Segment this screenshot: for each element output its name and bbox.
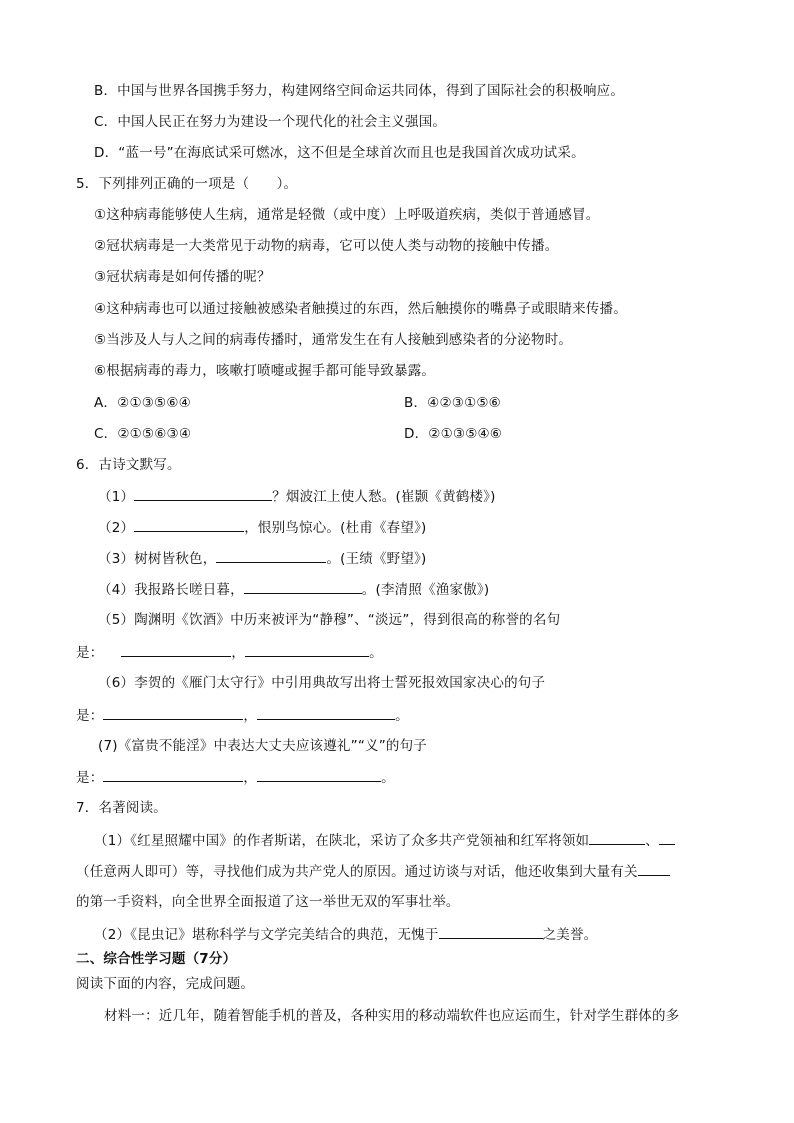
q7-part-1-text: （1）《红星照耀中国》的作者斯诺，在陕北，采访了众多共产党领袖和红军将领如 xyxy=(94,833,590,849)
q6-item-6-lead: 是： xyxy=(76,708,104,724)
q7-part-1-blank-2[interactable] xyxy=(659,830,675,845)
section-2-intro: 阅读下面的内容，完成问题。 xyxy=(76,976,255,992)
q6-item-7-prompt: (7)《富贵不能淫》中表达大丈夫应该遵礼”“义”的句子 xyxy=(98,738,428,754)
q6-item-5-answer xyxy=(76,642,383,663)
q7-part-1-line-2 xyxy=(76,861,670,882)
q6-item-7-answer xyxy=(76,767,395,788)
q6-item-4-blank[interactable] xyxy=(244,579,362,594)
q6-item-6-period: 。 xyxy=(395,708,409,724)
q7-part-1-line-3: 的第一手资料，向全世界全面报道了这一举世无双的军事壮举。 xyxy=(76,894,460,910)
q6-item-5-blank-1[interactable] xyxy=(121,642,231,657)
q6-item-5-prompt: （5）陶渊明《饮酒》中历来被评为“静穆”、“淡远”，得到很高的称誉的名句 xyxy=(98,612,561,628)
q6-item-4 xyxy=(98,579,489,600)
q5-sentence-1: ①这种病毒能够使人生病，通常是轻微（或中度）上呼吸道疾病，类似于普通感冒。 xyxy=(94,207,600,223)
q6-item-3-blank[interactable] xyxy=(216,548,326,563)
q4-option-b: B．中国与世界各国携手努力，构建网络空间命运共同体，得到了国际社会的积极响应。 xyxy=(94,83,625,99)
q6-item-1-number: （1） xyxy=(98,489,135,505)
q7-part-2-end: 之美誉。 xyxy=(542,927,598,943)
q6-item-1-blank[interactable] xyxy=(134,486,272,501)
q5-option-b[interactable]: B．④②③①⑤⑥ xyxy=(404,395,501,411)
q6-item-3 xyxy=(98,548,426,569)
q7-part-2-blank[interactable] xyxy=(439,924,543,939)
q5-sentence-5: ⑤当涉及人与人之间的病毒传播时，通常发生在有人接触到感染者的分泌物时。 xyxy=(94,332,573,348)
q6-item-2-number: （2） xyxy=(98,520,135,536)
q6-item-6-blank-2[interactable] xyxy=(257,705,395,720)
q5-option-d[interactable]: D．②①③⑤④⑥ xyxy=(404,426,503,442)
q6-item-5-blank-2[interactable] xyxy=(245,642,369,657)
q5-stem: 5．下列排列正确的一项是（ ）。 xyxy=(76,176,298,192)
q5-option-c[interactable]: C．②①⑤⑥③④ xyxy=(94,426,192,442)
q4-option-d: D．“蓝一号”在海底试采可燃冰，这不但是全球首次而且也是我国首次成功试采。 xyxy=(94,145,585,161)
q7-part-2-text: （2）《昆虫记》堪称科学与文学完美结合的典范，无愧于 xyxy=(94,927,439,943)
q6-item-6-comma: ， xyxy=(243,708,258,724)
q6-item-1 xyxy=(98,486,496,507)
q7-part-1-blank-1[interactable] xyxy=(589,830,645,845)
q7-part-1-line-1 xyxy=(94,830,675,851)
q6-item-2-text: ，恨别鸟惊心。(杜甫《春望》) xyxy=(244,520,427,536)
q6-item-5-period: 。 xyxy=(369,645,383,661)
q6-item-5-lead: 是： xyxy=(76,645,104,661)
q6-item-5-comma: ， xyxy=(231,645,246,661)
q4-option-c: C．中国人民正在努力为建设一个现代化的社会主义强国。 xyxy=(94,114,447,130)
q5-sentence-3: ③冠状病毒是如何传播的呢？ xyxy=(94,269,271,285)
q7-part-1-sep: 、 xyxy=(645,833,659,849)
section-2-material-1: 材料一：近几年，随着智能手机的普及，各种实用的移动端软件也应运而生，针对学生群体的多 xyxy=(104,1008,680,1024)
q6-item-7-comma: ， xyxy=(243,770,258,786)
q5-sentence-2: ②冠状病毒是一大类常见于动物的病毒，它可以使人类与动物的接触中传播。 xyxy=(94,238,559,254)
q6-item-7-blank-1[interactable] xyxy=(103,767,243,782)
q6-stem: 6．古诗文默写。 xyxy=(76,457,181,473)
q6-item-2-blank[interactable] xyxy=(134,517,244,532)
section-2-heading: 二、综合性学习题（7分） xyxy=(76,951,237,967)
q6-item-7-blank-2[interactable] xyxy=(257,767,381,782)
q6-item-3-text: （3）树树皆秋色， xyxy=(98,551,217,567)
q7-part-1-cont: （任意两人即可）等，寻找他们成为共产党人的原因。通过访谈与对话，他还收集到大量有关 xyxy=(76,864,638,880)
q6-item-7-period: 。 xyxy=(381,770,395,786)
q7-part-1-blank-3[interactable] xyxy=(638,861,670,876)
q6-item-4-source: 。(李清照《渔家傲》) xyxy=(361,582,490,598)
q6-item-6-blank-1[interactable] xyxy=(103,705,243,720)
q6-item-1-text: ？烟波江上使人愁。(崔颢《黄鹤楼》) xyxy=(272,489,496,505)
q5-sentence-4: ④这种病毒也可以通过接触被感染者触摸过的东西，然后触摸你的嘴鼻子或眼睛来传播。 xyxy=(94,301,627,317)
q5-option-a[interactable]: A．②①③⑤⑥④ xyxy=(94,395,191,411)
q5-sentence-6: ⑥根据病毒的毒力，咳嗽打喷嚏或握手都可能导致暴露。 xyxy=(94,363,436,379)
q7-part-2 xyxy=(94,924,597,945)
q6-item-6-prompt: （6）李贺的《雁门太守行》中引用典故写出将士誓死报效国家决心的句子 xyxy=(98,675,546,691)
q6-item-6-answer xyxy=(76,705,409,726)
q6-item-3-source: 。(王绩《野望》) xyxy=(326,551,427,567)
q7-stem: 7．名著阅读。 xyxy=(76,800,167,816)
q6-item-7-lead: 是： xyxy=(76,770,104,786)
q6-item-4-text: （4）我报路长嗟日暮， xyxy=(98,582,244,598)
q6-item-2 xyxy=(98,517,427,538)
